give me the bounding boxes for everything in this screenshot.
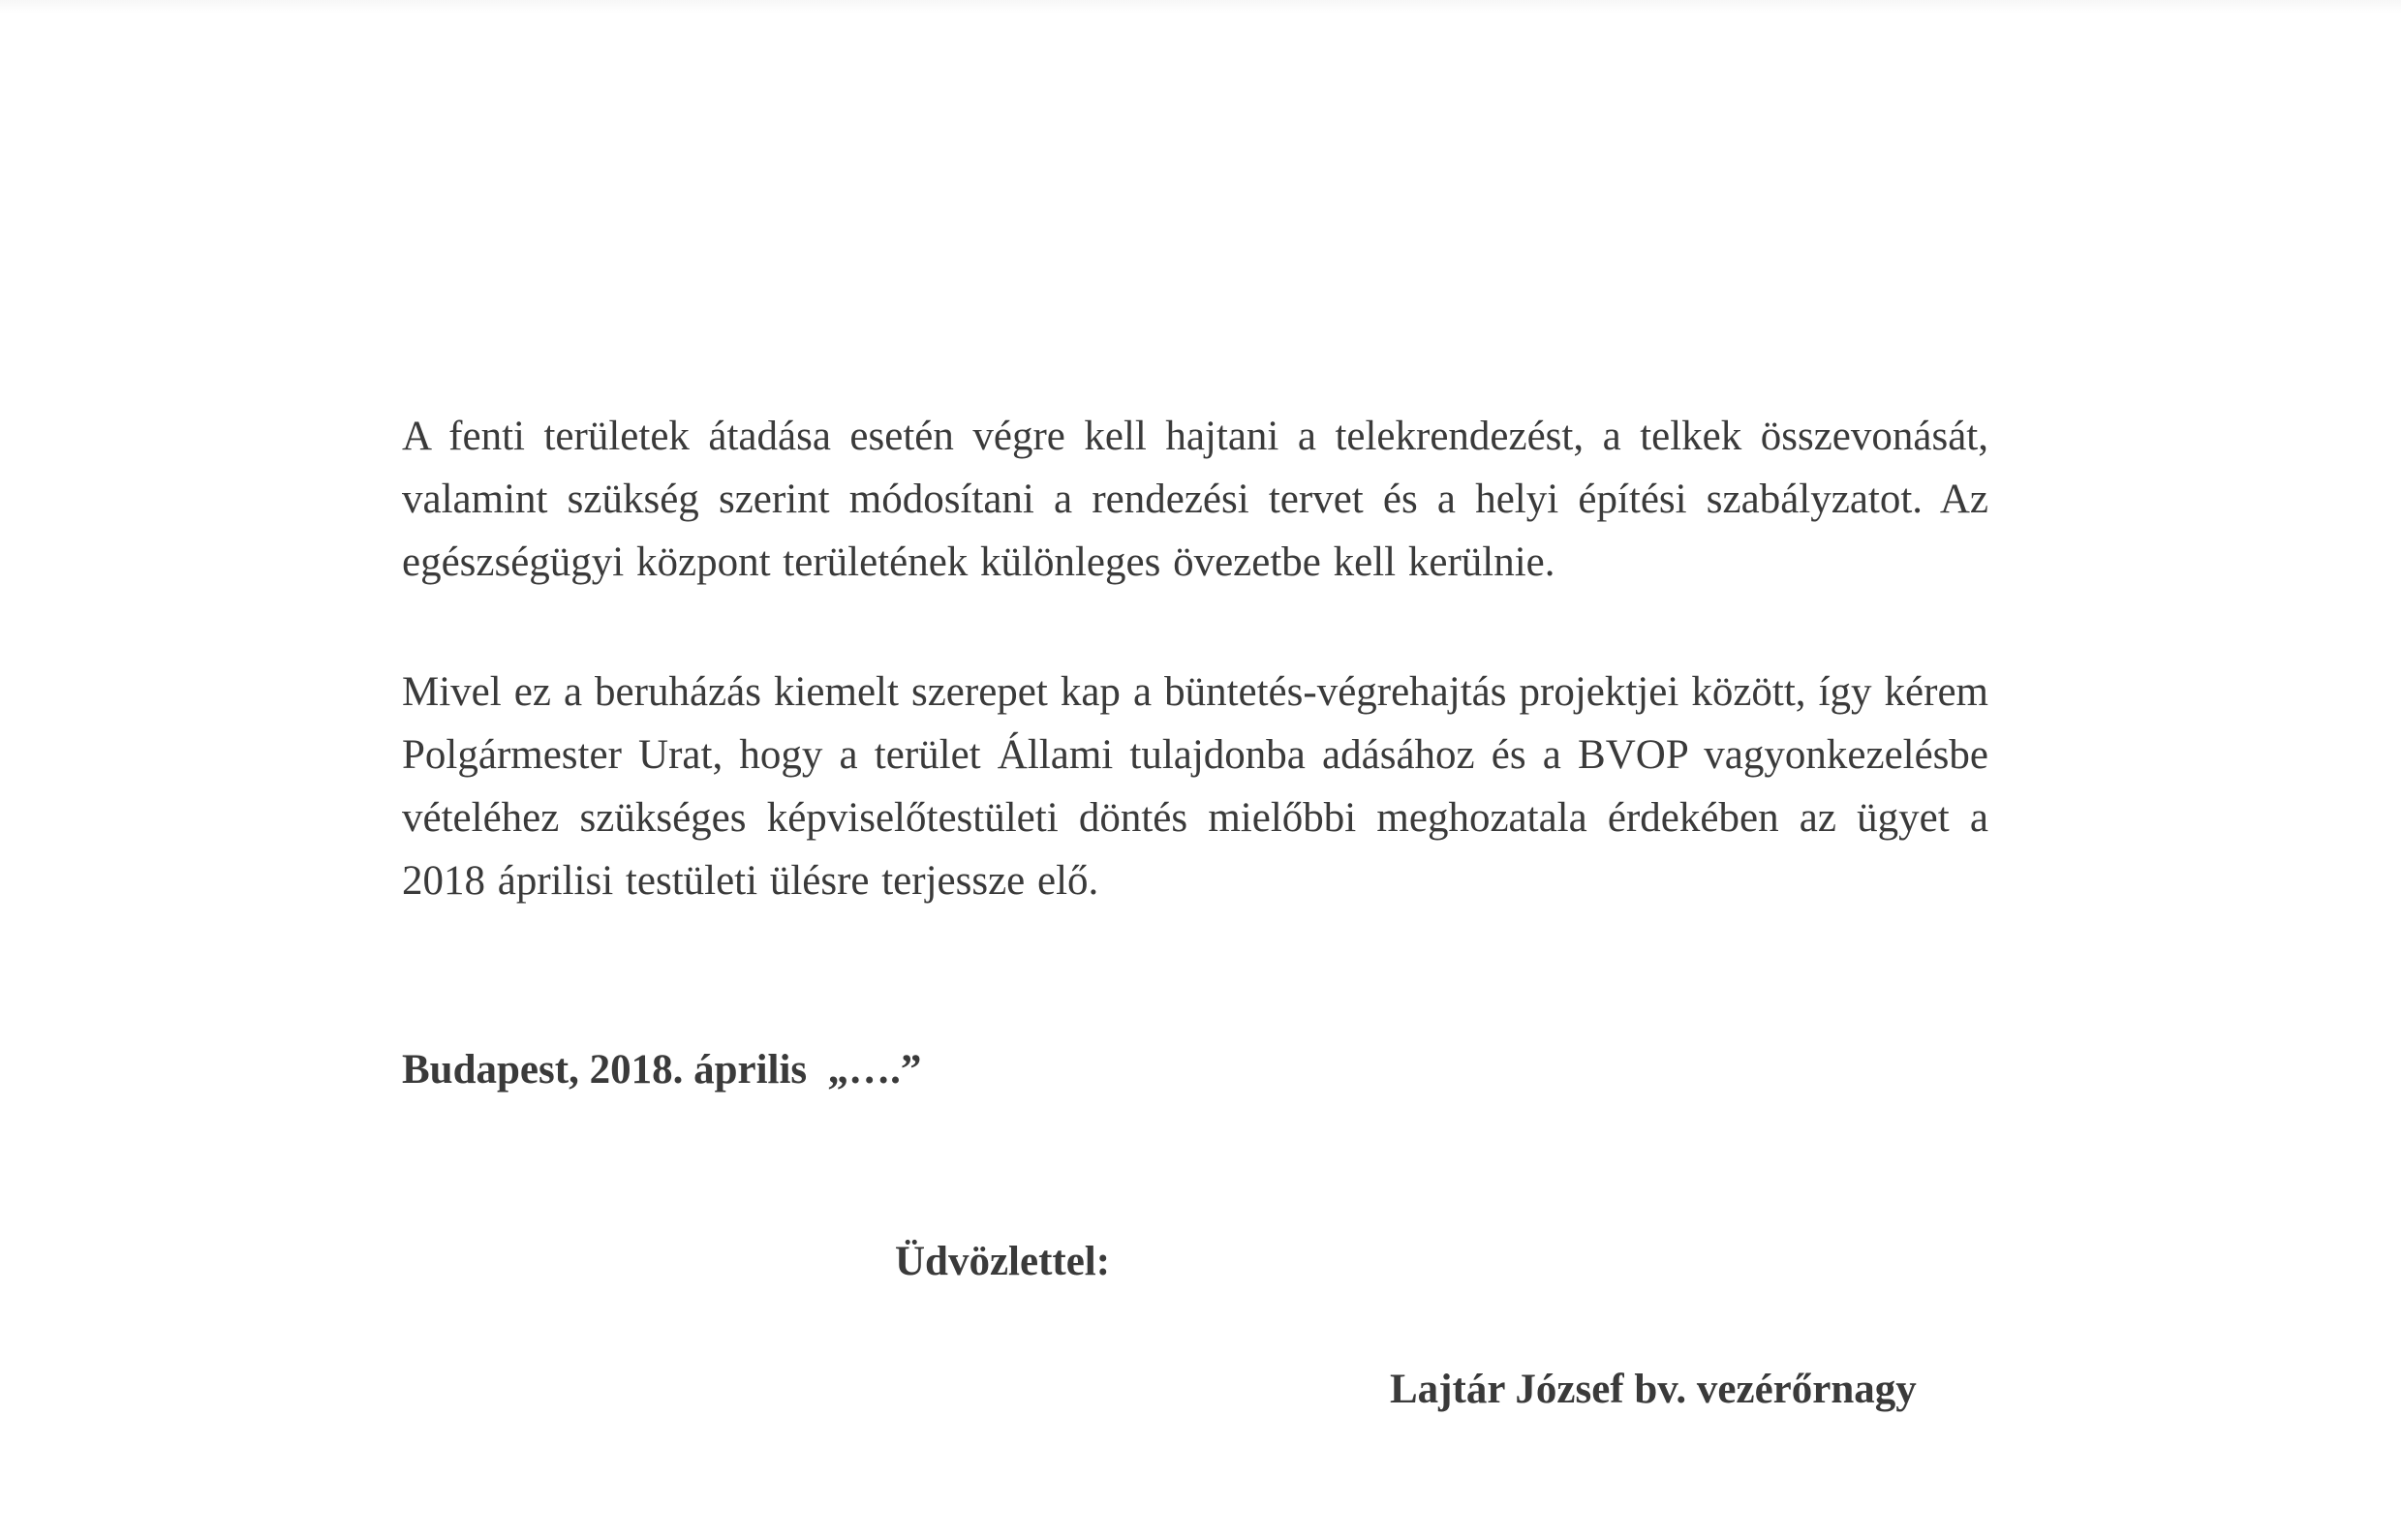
scan-edge: [0, 0, 2401, 14]
paragraph-land-transfer: [402, 405, 1988, 594]
paragraph-line: egészségügyi központ területének különleges övezetbe kell kerülnie.: [402, 539, 1555, 585]
paragraph-line: Polgármester Urat, hogy a terület Állami tulajdonba adásához és a BVOP vagyonkezelésbe: [402, 732, 1988, 778]
date-line: Budapest, 2018. április „….”: [402, 1047, 922, 1093]
paragraph-line: A fenti területek átadása esetén végre kell hajtani a telekrendezést, a telkek összevonását,: [402, 414, 1988, 459]
signature: Lajtár József bv. vezérőrnagy: [1390, 1367, 1917, 1412]
paragraph-line: Mivel ez a beruházás kiemelt szerepet kap a büntetés-végrehajtás projektjei között, így kérem: [402, 669, 1988, 715]
paragraph-line: valamint szükség szerint módosítani a rendezési tervet és a helyi építési szabályzatot. Az: [402, 477, 1988, 522]
paragraph-request: [402, 661, 1988, 912]
paragraph-line: 2018 áprilisi testületi ülésre terjessze elő.: [402, 858, 1099, 904]
paragraph-line: vételéhez szükséges képviselőtestületi döntés mielőbbi meghozatala érdekében az ügyet a: [402, 795, 1988, 841]
greeting: Üdvözlettel:: [895, 1239, 1111, 1284]
